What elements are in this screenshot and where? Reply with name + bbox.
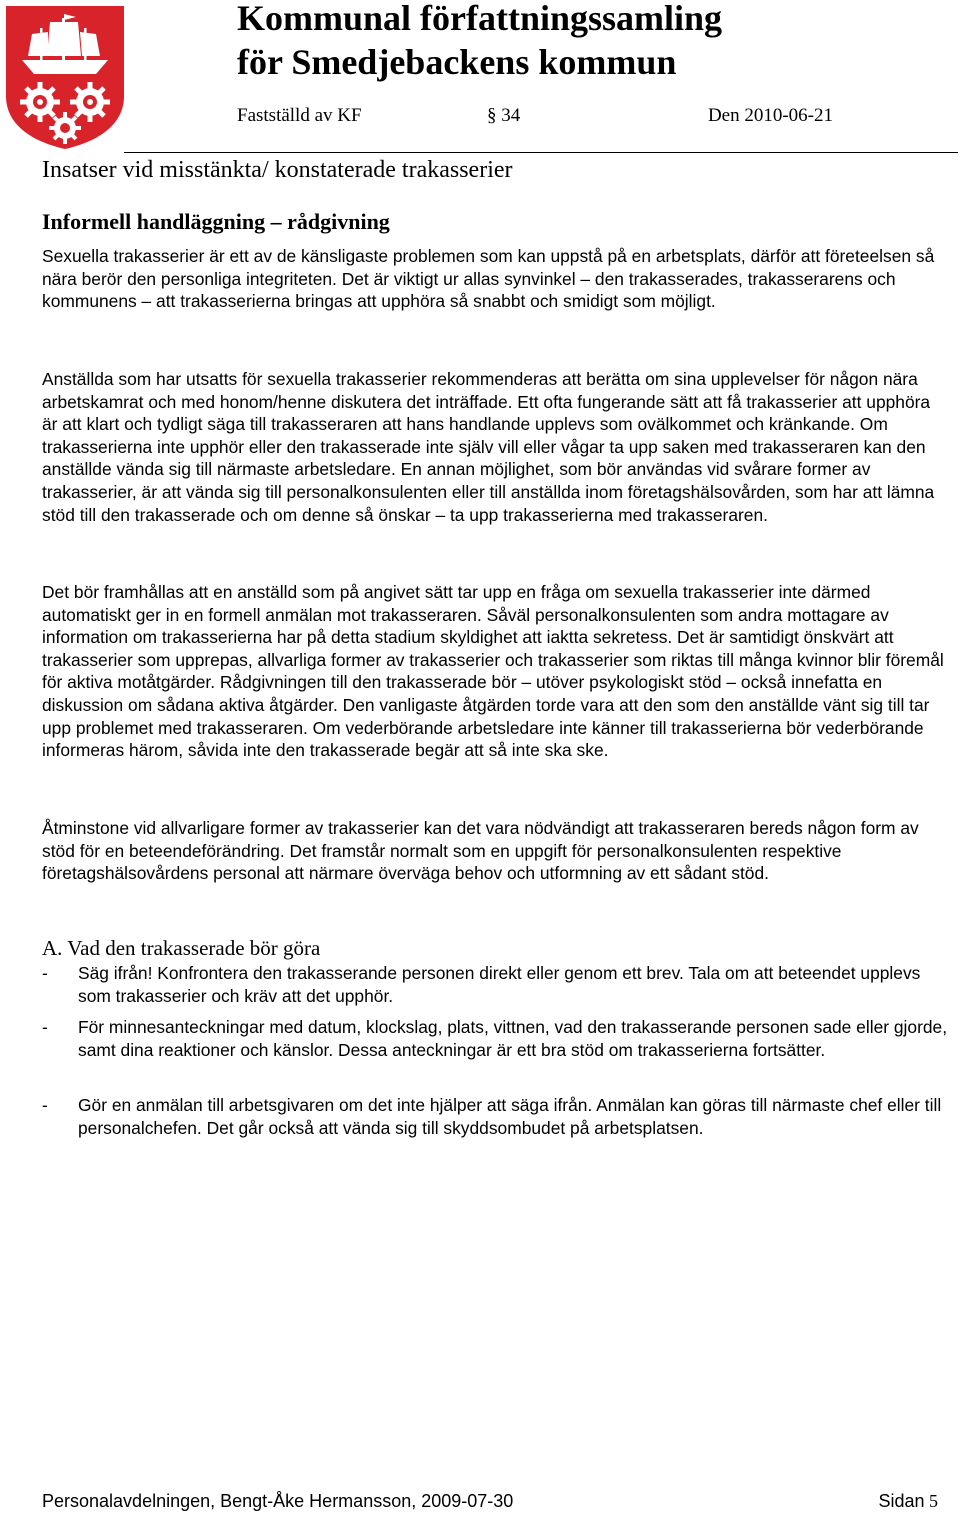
ship-hull	[22, 60, 108, 74]
list-item	[42, 962, 948, 1007]
footer-page-number	[878, 1489, 938, 1513]
list-bullet: -	[42, 1095, 48, 1115]
list-item	[42, 1016, 948, 1061]
section-a-heading: A. Vad den trakasserade bör göra	[42, 936, 321, 960]
collection-title-line2: för Smedjebackens kommun	[237, 42, 677, 82]
header-divider	[124, 152, 958, 153]
header-meta-row	[237, 104, 833, 128]
municipal-crest-logo	[4, 4, 126, 150]
adoption-date: Den 2010-06-21	[707, 105, 833, 126]
list-bullet: -	[42, 1017, 48, 1037]
section-symbol: §	[487, 105, 497, 126]
list-item-text: För minnesanteckningar med datum, klockslag, plats, vittnen, vad den trakasserande personen sade eller gjorde, samt dina reaktioner och känslor. Dessa anteckningar är ett bra stöd om trakasserierna fortsätter.	[78, 1017, 948, 1060]
gear-icon-left	[20, 82, 60, 122]
body-paragraph: Det bör framhållas att en anställd som på angivet sätt tar upp en fråga om sexuella trakasserier inte därmed automatiskt ger in en formell anmälan mot trakasseraren. Såväl personalkonsulenten som andra mottagare av information om trakasserierna har på detta stadium skyldighet att iaktta sekretess. Det är samtidigt önskvärt att trakasserier som upprepas, allvarliga former av trakasserier och trakasserier som riktas till många kvinnor blir föremål för aktiva motåtgärder. Rådgivningen till den trakasserade bör – utöver psykologiskt stöd – också innefatta en diskussion om sådana aktiva åtgärder. Den vanligaste åtgärden torde vara att den som den anställde vänt sig till tar upp problemet med trakasseraren. Om vederbörande arbetsledare inte känner till trakasserierna bör vederbörande informeras härom, såvida inte den trakasserade begär att så inte ska ske.	[42, 582, 944, 761]
ship-sail-main	[47, 22, 81, 56]
list-item	[42, 1094, 948, 1139]
document-title: Insatser vid misstänkta/ konstaterade trakasserier	[42, 157, 513, 183]
page-number: 5	[929, 1491, 938, 1511]
section-subheading: Informell handläggning – rådgivning	[42, 209, 390, 234]
paragraph-number-value: 34	[501, 105, 521, 126]
collection-title-line1: Kommunal författningssamling	[237, 0, 723, 38]
body-paragraph: Sexuella trakasserier är ett av de känsligaste problemen som kan uppstå på en arbetsplats, därför att företeelsen så nära berör den personliga integriteten. Det är viktigt ur allas synvinkel – den trakasserades, trakasserarens och kommunens – att trakasserierna bringas att upphöra så snabbt och smidigt som möjligt.	[42, 246, 935, 312]
list-item-text: Säg ifrån! Konfrontera den trakasserande personen direkt eller genom ett brev. Tala om att beteendet upplevs som trakasserier och kräv att det upphör.	[78, 963, 921, 1006]
adopted-by: Fastställd av KF	[237, 105, 362, 126]
footer-author-date: Personalavdelningen, Bengt-Åke Hermansson, 2009-07-30	[42, 1491, 514, 1511]
list-item-text: Gör en anmälan till arbetsgivaren om det inte hjälper att säga ifrån. Anmälan kan göras till närmaste chef eller till personalchefen. Det går också att vända sig till skyddsombudet på arbetsplatsen.	[78, 1095, 942, 1138]
list-bullet: -	[42, 963, 48, 983]
gear-icon-right	[70, 82, 110, 122]
paragraph-number	[487, 104, 520, 128]
body-paragraph: Anställda som har utsatts för sexuella trakasserier rekommenderas att berätta om sina upplevelser för någon nära arbetskamrat och med honom/henne diskutera det inträffade. Ett ofta fungerande sätt att få trakasserier att upphöra är att klart och tydligt säga till trakasseraren att hans handlande upplevs som ovälkommet och kränkande. Om trakasserierna inte upphör eller den trakasserade inte själv vill eller vågar ta upp saken med trakasseraren kan den anställde vända sig till närmaste arbetsledare. En annan möjlighet, som bör användas vid svårare former av trakasserier, är att vända sig till personalkonsulenten eller till anställda inom företagshälsovården, som har att lämna stöd till den trakasserade och om denne så önskar – ta upp trakasserierna med trakasseraren.	[42, 369, 935, 525]
page-label: Sidan	[878, 1491, 925, 1511]
body-paragraph: Åtminstone vid allvarligare former av trakasserier kan det vara nödvändigt att trakasseraren bereds någon form av stöd för en beteendeförändring. Det framstår normalt som en uppgift för personalkonsulenten respektive företagshälsovårdens personal att närmare överväga behov och utformning av ett sådant stöd.	[42, 818, 919, 884]
